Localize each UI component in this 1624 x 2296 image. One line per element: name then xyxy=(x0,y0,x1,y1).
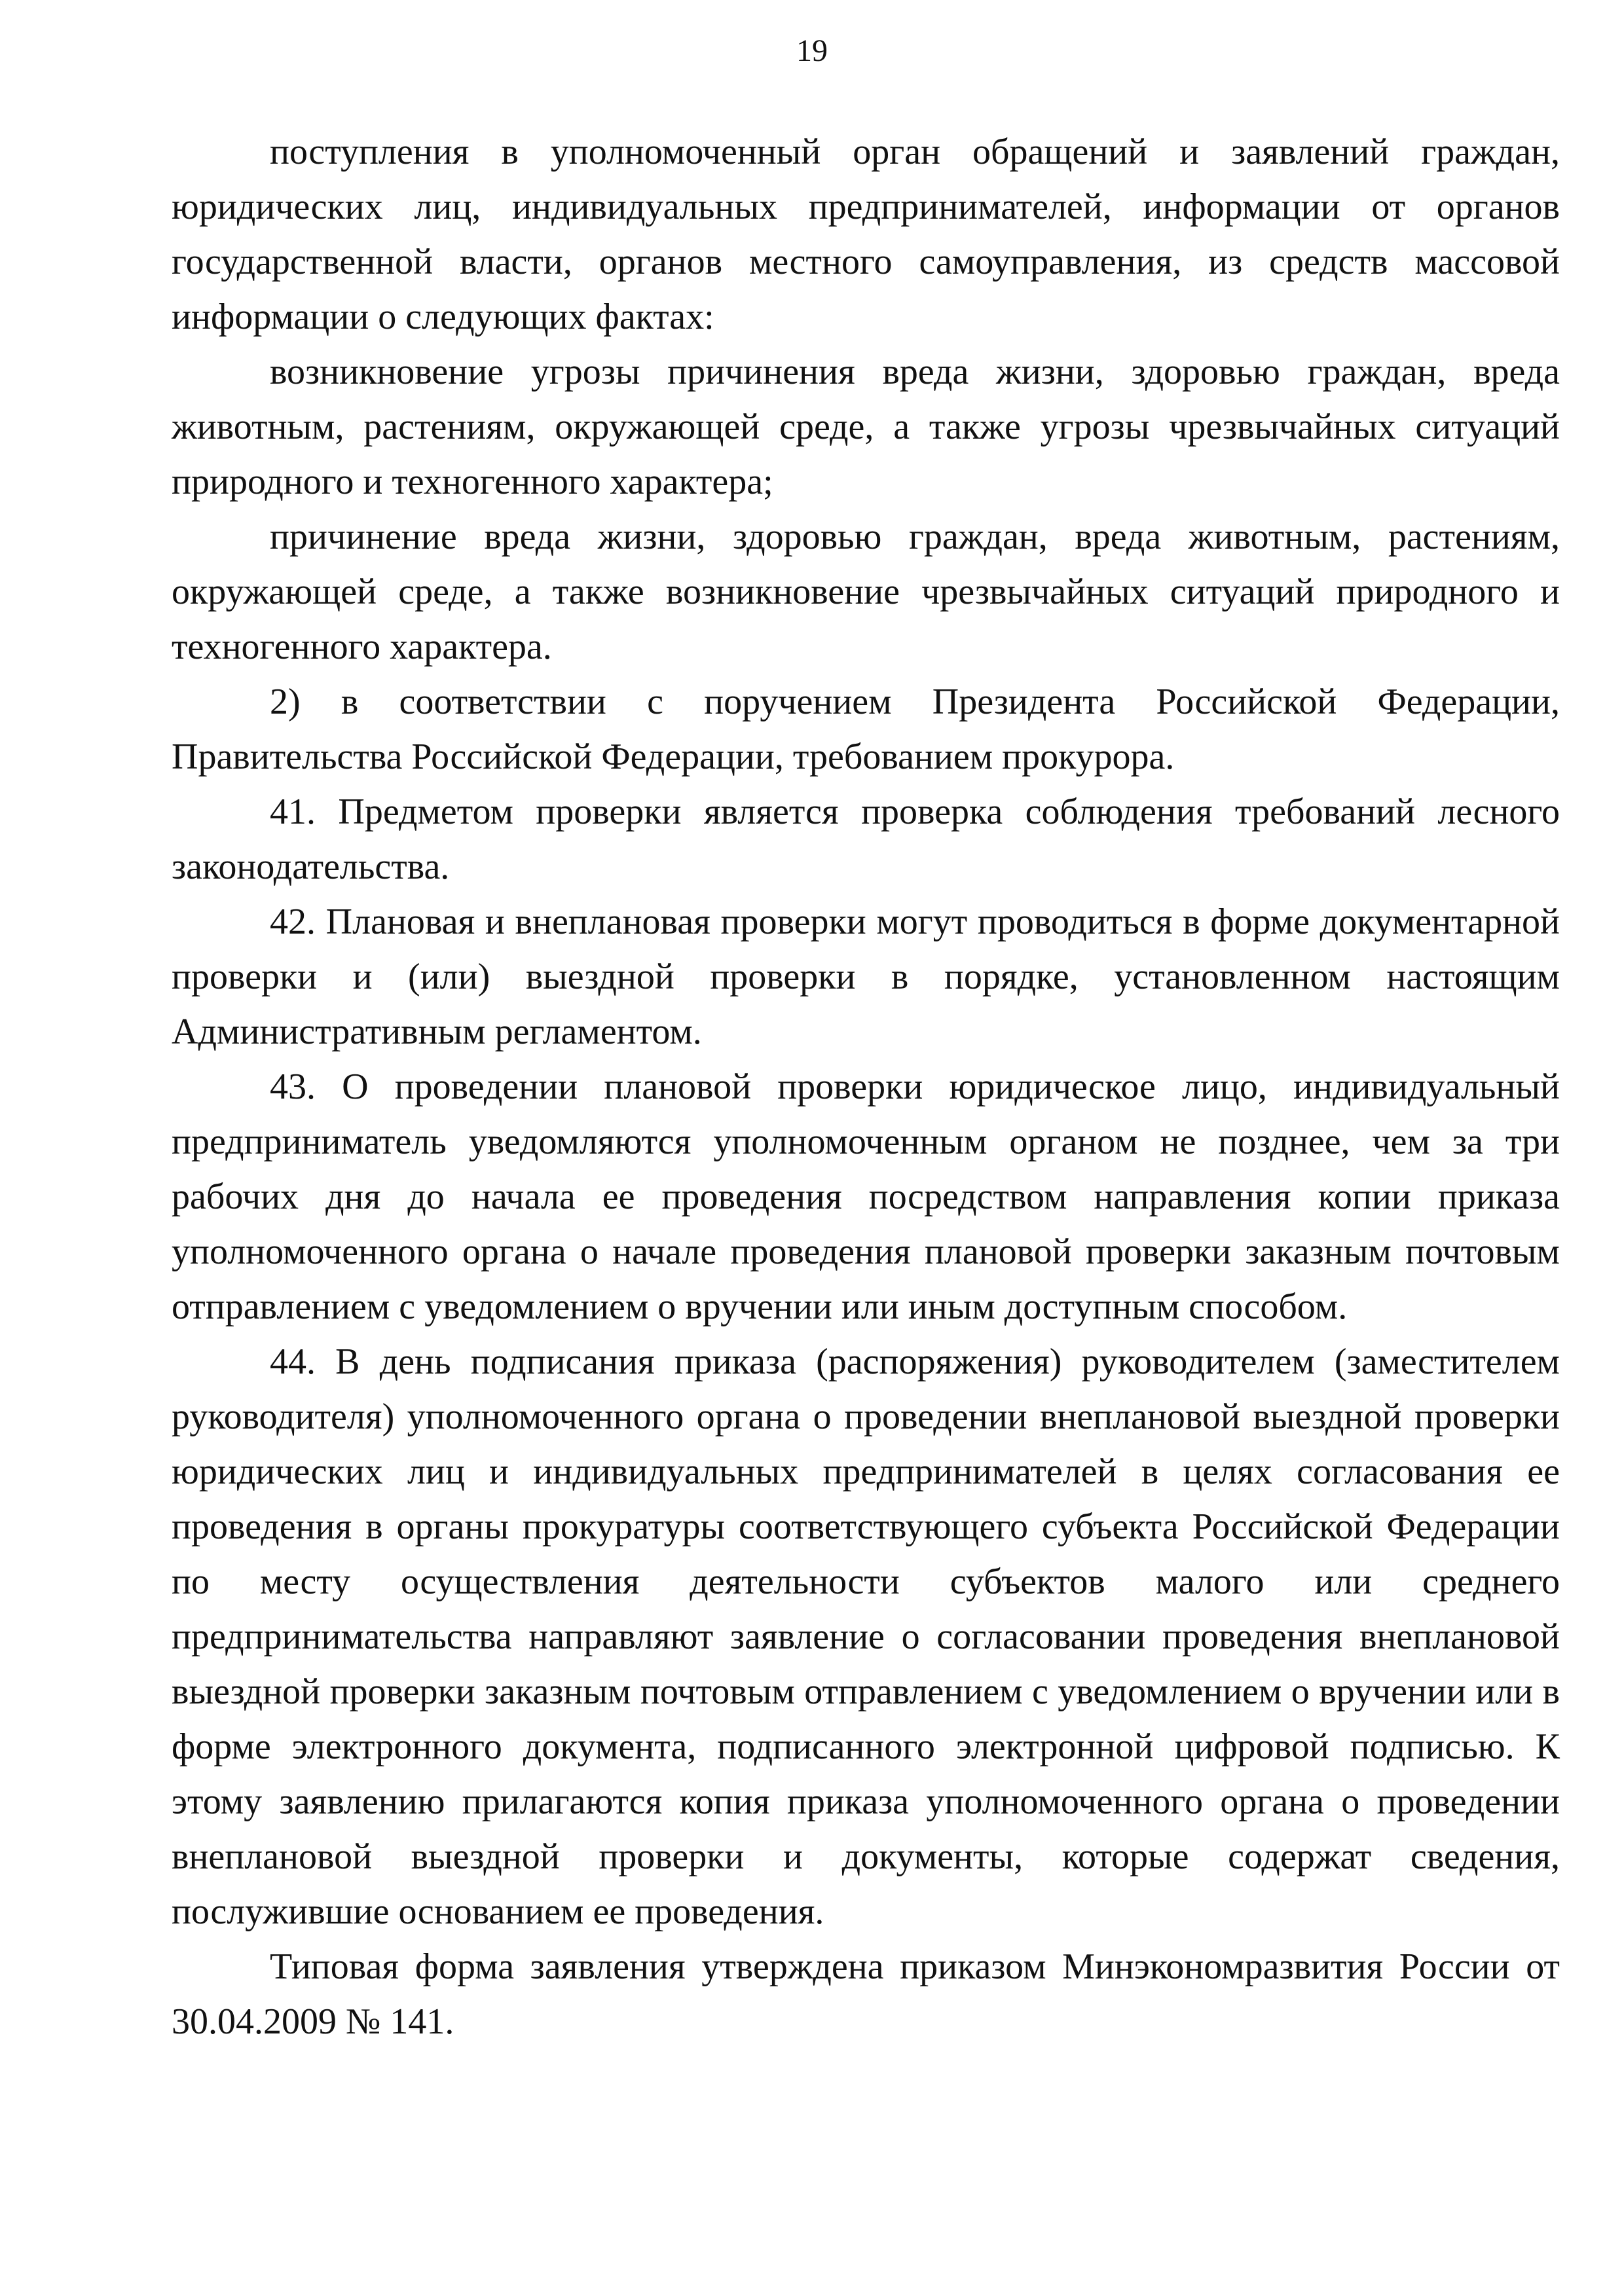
paragraph-clause-44: 44. В день подписания приказа (распоряжения) руководителем (заместителем руководителя) уполномоченного органа о проведении внеплановой выездной проверки юридических лиц и индивидуальных предпринимателей в целях согласования ее проведения в органы прокуратуры соответствующего субъекта Российской Федерации по месту осуществления деятельности субъектов малого или среднего предпринимательства направляют заявление о согласовании проведения внеплановой выездной проверки заказным почтовым отправлением с уведомлением о вручении или в форме электронного документа, подписанного электронной цифровой подписью. К этому заявлению прилагаются копия приказа уполномоченного органа о проведении внеплановой выездной проверки и документы, которые содержат сведения, послужившие основанием ее проведения. xyxy=(172,1341,1560,1932)
paragraph-threat-of-harm: возникновение угрозы причинения вреда жизни, здоровью граждан, вреда животным, растениям, окружающей среде, а также угрозы чрезвычайных ситуаций природного и техногенного характера; xyxy=(172,352,1560,502)
paragraph-inspection-grounds: поступления в уполномоченный орган обращений и заявлений граждан, юридических лиц, индивидуальных предпринимателей, информации от органов государственной власти, органов местного самоуправления, из средств массовой информации о следующих фактах: xyxy=(172,132,1560,337)
paragraph-harm-caused: причинение вреда жизни, здоровью граждан, вреда животным, растениям, окружающей среде, а также возникновение чрезвычайных ситуаций природного и техногенного характера. xyxy=(172,517,1560,667)
paragraph-item-2: 2) в соответствии с поручением Президента Российской Федерации, Правительства Российской Федерации, требованием прокурора. xyxy=(172,682,1560,777)
paragraph-clause-42: 42. Плановая и внеплановая проверки могут проводиться в форме документарной проверки и (или) выездной проверки в порядке, установленном настоящим Административным регламентом. xyxy=(172,902,1560,1052)
document-body xyxy=(172,124,1560,2049)
page-number: 19 xyxy=(796,33,828,68)
paragraph-clause-41: 41. Предметом проверки является проверка соблюдения требований лесного законодательства. xyxy=(172,792,1560,887)
paragraph-clause-43: 43. О проведении плановой проверки юридическое лицо, индивидуальный предприниматель уведомляются уполномоченным органом не позднее, чем за три рабочих дня до начала ее проведения посредством направления копии приказа уполномоченного органа о начале проведения плановой проверки заказным почтовым отправлением с уведомлением о вручении или иным доступным способом. xyxy=(172,1066,1560,1327)
paragraph-standard-form: Типовая форма заявления утверждена приказом Минэкономразвития России от 30.04.2009 № 141. xyxy=(172,1946,1560,2042)
